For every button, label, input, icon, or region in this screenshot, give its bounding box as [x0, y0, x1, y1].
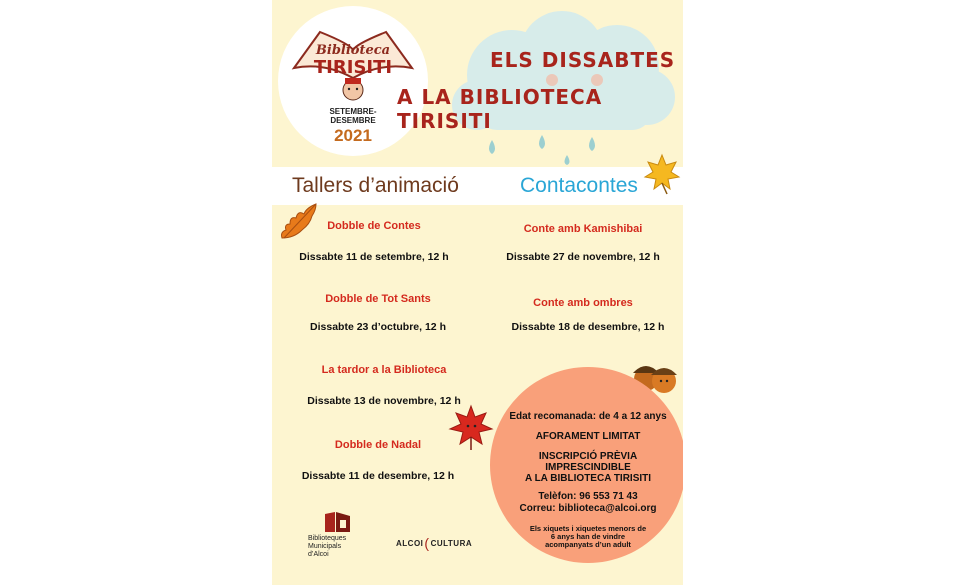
- taller-1-title: Dobble de Contes: [327, 220, 421, 232]
- taller-2-date: Dissabte 23 d’octubre, 12 h: [310, 321, 446, 333]
- taller-2-title: Dobble de Tot Sants: [325, 293, 431, 305]
- contacontes-1-title: Conte amb Kamishibai: [523, 223, 643, 235]
- biblioteques-label-1: Biblioteques: [308, 535, 347, 542]
- biblioteques-logo-icon: [323, 510, 353, 534]
- alcoi-label: ALCOI: [396, 539, 424, 548]
- biblioteques-label-2: Municipals: [308, 543, 342, 550]
- taller-3-date: Dissabte 13 de novembre, 12 h: [307, 395, 461, 407]
- logo-text-biblioteca: Biblioteca: [315, 43, 391, 58]
- heading-contacontes: Contacontes: [520, 174, 638, 197]
- info-inscripcio-3: A LA BIBLIOTECA TIRISITI: [524, 473, 652, 484]
- info-note-2: 6 anys han de vindre: [550, 532, 626, 541]
- poster-title-line-1: ELS DISSABTES: [490, 48, 676, 72]
- season-year: 2021: [334, 126, 372, 145]
- taller-4-title: Dobble de Nadal: [334, 439, 422, 451]
- logo-badge: [278, 6, 428, 156]
- info-aforament: AFORAMENT LIMITAT: [535, 431, 641, 442]
- biblioteques-label-3: d’Alcoi: [308, 551, 329, 558]
- poster-title-line-2: A LA BIBLIOTECA TIRISITI: [397, 85, 603, 133]
- info-telefon: Telèfon: 96 553 71 43: [538, 491, 638, 502]
- info-correu: Correu: biblioteca@alcoi.org: [519, 503, 657, 514]
- info-circle: [490, 367, 683, 563]
- taller-3-title: La tardor a la Biblioteca: [321, 364, 447, 376]
- poster: [272, 0, 683, 585]
- cultura-label: CULTURA: [430, 539, 473, 548]
- bracket-icon: (: [424, 535, 430, 551]
- info-inscripcio-2: IMPRESCINDIBLE: [545, 462, 631, 473]
- logo-text-tirisiti: TIRISITI: [313, 57, 393, 78]
- season-line-1: SETEMBRE-: [329, 107, 377, 116]
- taller-4-date: Dissabte 11 de desembre, 12 h: [301, 470, 455, 482]
- info-age: Edat recomanada: de 4 a 12 anys: [509, 411, 667, 422]
- contacontes-2-title: Conte amb ombres: [533, 297, 633, 309]
- taller-1-date: Dissabte 11 de setembre, 12 h: [299, 251, 449, 263]
- maple-leaf-icon: [643, 153, 681, 195]
- info-note-1: Els xiquets i xiquetes menors de: [529, 524, 647, 533]
- contacontes-2-date: Dissabte 18 de desembre, 12 h: [511, 321, 665, 333]
- season-line-2: DESEMBRE: [330, 116, 376, 125]
- alcoi-cultura-logo: [396, 533, 472, 549]
- contacontes-1-date: Dissabte 27 de novembre, 12 h: [506, 251, 660, 263]
- heading-tallers: Tallers d’animació: [292, 174, 459, 197]
- info-note-3: acompanyats d’un adult: [545, 540, 631, 549]
- info-inscripcio-1: INSCRIPCIÓ PRÈVIA: [538, 451, 638, 462]
